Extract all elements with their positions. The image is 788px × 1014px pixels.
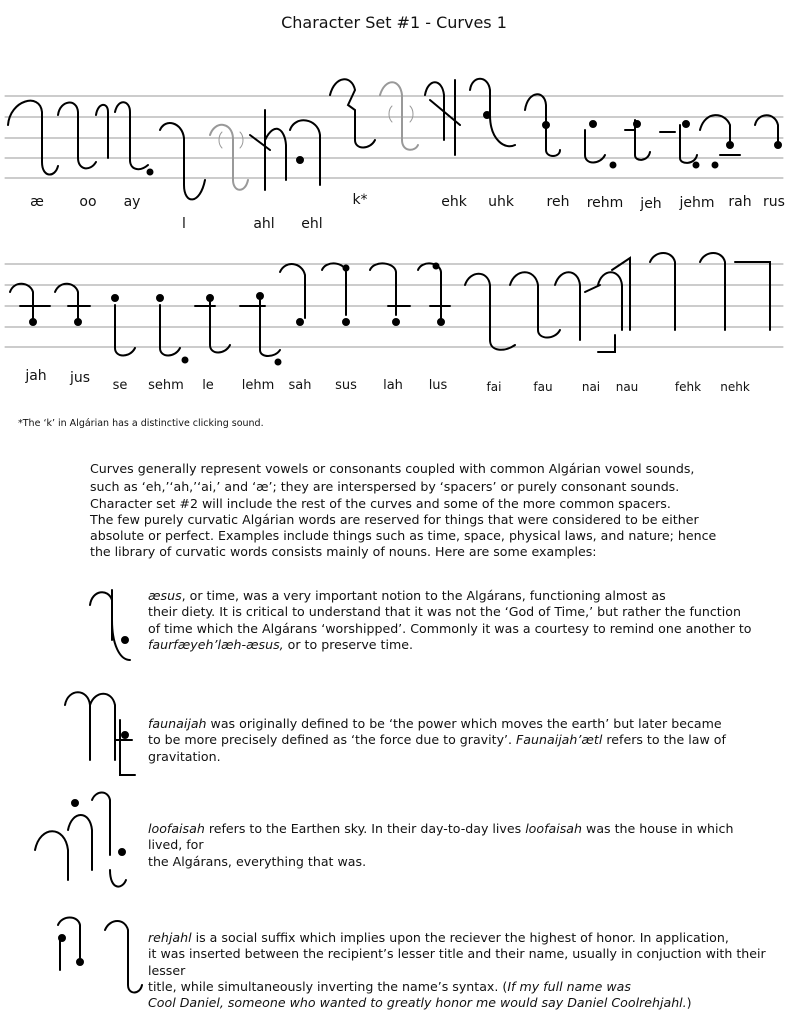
glyph-le — [195, 295, 230, 353]
label-jeh: jeh — [640, 196, 662, 212]
text: or to preserve time. — [283, 636, 413, 652]
glyph-ehl2 — [290, 120, 320, 185]
text: was originally defined to be ‘the power which moves the earth’ but later became — [206, 716, 722, 731]
glyph-se — [115, 305, 135, 356]
text: If my full name was — [507, 978, 631, 994]
label-sah: sah — [288, 378, 312, 393]
label-lah: lah — [383, 378, 403, 393]
glyph-fau — [510, 272, 560, 337]
intro-line: the library of curvatic words consists mainly of nouns. Here are some examples: — [90, 544, 597, 560]
example-glyph-rehjahl — [58, 918, 142, 993]
term: faunaijah — [148, 716, 207, 731]
label-uhk: uhk — [488, 194, 514, 210]
glyph-rah — [700, 115, 740, 155]
glyph-ahl-paren — [219, 132, 243, 148]
glyph-rus — [755, 115, 778, 145]
label-lehm: lehm — [241, 378, 275, 393]
glyph-jehm — [660, 125, 697, 163]
text: , or time, was a very important notion to the Algárans, functioning almost as — [181, 588, 666, 603]
glyph-oo — [58, 103, 96, 169]
label-jehm: jehm — [679, 195, 715, 211]
text: Cool Daniel, someone who wanted to greatly honor me would say Daniel Coolrehjahl. — [148, 995, 687, 1011]
label-l: l — [182, 216, 186, 232]
term: rehjahl — [148, 930, 192, 945]
label-rehm: rehm — [586, 195, 624, 211]
label-nai: nai — [581, 380, 601, 394]
intro-line: Curves generally represent vowels or consonants coupled with common Algárian vowel sounds, — [90, 461, 695, 476]
footnote: *The ‘k’ in Algárian has a distinctive clicking sound. — [18, 418, 264, 429]
glyph-oo2 — [96, 105, 108, 158]
glyph-nehk — [700, 253, 770, 330]
glyph-lah — [370, 263, 410, 315]
example-rehjahl — [148, 930, 778, 1011]
label-nehk: nehk — [720, 380, 750, 394]
text: was the house in which lived, for — [148, 821, 734, 853]
label-ehl: ehl — [301, 216, 323, 232]
term: loofaisah — [148, 821, 205, 836]
glyph-sus — [322, 263, 346, 315]
text: the Algárans, everything that was. — [148, 853, 367, 869]
glyphs-row-2 — [10, 253, 770, 365]
glyph-jus — [55, 284, 90, 320]
glyph-jah — [10, 284, 50, 320]
text: title, while simultaneously inverting the name’s syntax. ( — [148, 978, 508, 994]
term: Faunaijah’ætl — [516, 732, 603, 748]
label-rah: rah — [728, 194, 752, 210]
text: refers to the law of gravitation. — [148, 732, 726, 764]
glyph-sah — [280, 264, 305, 318]
label-ahl: ahl — [253, 216, 275, 232]
label-ae: æ — [30, 194, 44, 210]
glyph-l — [160, 123, 205, 199]
label-fai: fai — [486, 380, 502, 394]
text: it was inserted between the recipient’s lesser title and their name, usually in conjuction with their lesser — [148, 946, 766, 978]
label-se: se — [112, 378, 128, 393]
example-loofaisah — [148, 821, 768, 870]
term: faurfæyeh’læh-æsus, — [148, 636, 284, 652]
glyph-sehm — [160, 305, 180, 356]
label-rus: rus — [763, 194, 785, 210]
glyph-lehm — [240, 300, 280, 356]
label-le: le — [202, 378, 214, 393]
example-glyph-loofaisah — [35, 793, 126, 887]
label-sus: sus — [335, 378, 357, 393]
intro-line: such as ‘eh,’‘ah,’‘ai,’ and ‘æ’; they are interspersed by ‘spacers’ or purely consonant sounds. — [90, 479, 680, 495]
glyph-ehk-gray — [380, 82, 418, 149]
glyph-ay — [115, 102, 148, 169]
example-glyph-faunaijah — [65, 692, 135, 775]
example-aesus — [148, 588, 768, 653]
glyph-nau — [598, 272, 622, 352]
glyph-k — [330, 79, 375, 147]
label-ehk: ehk — [441, 194, 467, 210]
label-jus: jus — [69, 370, 91, 386]
text: their diety. It is critical to understand that it was not the ‘God of Time,’ but rather the function — [148, 604, 741, 620]
text: to be more precisely defined as ‘the force due to gravity’. — [148, 732, 517, 748]
label-ay: ay — [123, 194, 141, 210]
label-nau: nau — [615, 380, 639, 394]
glyph-reh — [470, 79, 515, 147]
text: refers to the Earthen sky. In their day-to-day lives — [204, 821, 526, 836]
label-jah: jah — [25, 368, 47, 384]
intro-line: absolute or perfect. Examples include things such as time, space, physical laws, and nature; hence — [90, 528, 717, 544]
label-fehk: fehk — [674, 380, 702, 394]
example-glyph-aesus — [90, 590, 130, 660]
intro-line: Character set #2 will include the rest of the curves and some of the more common spacers. — [90, 495, 671, 511]
glyphs-row-1 — [8, 79, 781, 200]
staff-lines-row-1 — [5, 96, 783, 178]
label-oo: oo — [79, 194, 97, 210]
intro-paragraph — [90, 461, 750, 561]
intro-line: The few purely curvatic Algárian words are reserved for things that were considered to be either — [90, 511, 699, 527]
term: æsus — [148, 588, 182, 603]
text: of time which the Algárans ‘worshipped’. Commonly it was a courtesy to remind one another to — [148, 620, 752, 636]
label-reh: reh — [546, 194, 570, 210]
text: is a social suffix which implies upon the reciever the highest of honor. In application, — [191, 930, 729, 945]
label-fau: fau — [533, 380, 553, 394]
glyph-lus — [418, 263, 450, 320]
label-sehm: sehm — [148, 378, 184, 393]
text: ) — [686, 995, 692, 1011]
page-title: Character Set #1 - Curves 1 — [281, 13, 507, 32]
label-lus: lus — [428, 378, 448, 393]
label-k: k* — [352, 192, 368, 208]
term: loofaisah — [525, 821, 583, 836]
example-faunaijah — [148, 716, 768, 765]
